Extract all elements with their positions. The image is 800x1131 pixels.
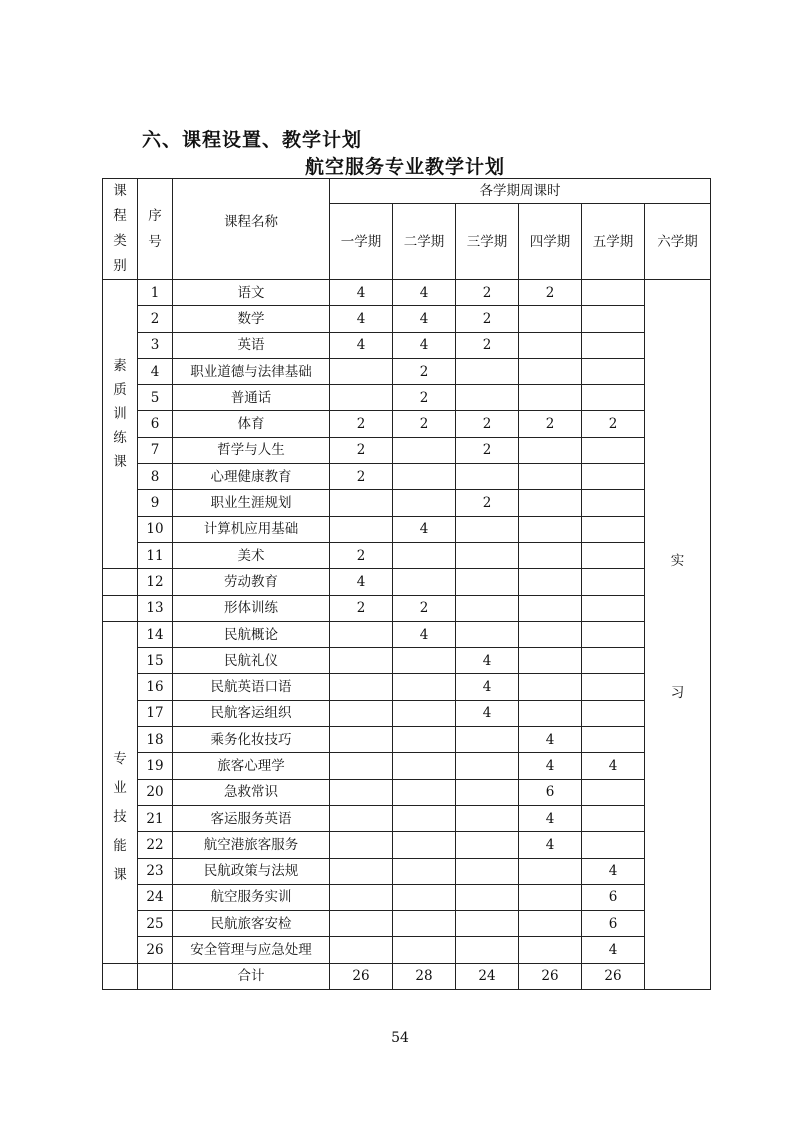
hours-cell: 4 [519, 753, 582, 779]
hours-cell [519, 306, 582, 332]
header-category: 课 程 类 别 [103, 179, 138, 280]
hours-cell [393, 674, 456, 700]
hours-cell [393, 437, 456, 463]
hours-cell [456, 385, 519, 411]
hours-cell: 4 [582, 937, 645, 963]
hours-cell [582, 437, 645, 463]
table-row [103, 569, 711, 595]
course-name: 航空服务实训 [173, 884, 330, 910]
hours-cell [330, 753, 393, 779]
course-number: 3 [138, 332, 173, 358]
hours-cell [330, 516, 393, 542]
hours-cell: 2 [456, 306, 519, 332]
total-label: 合计 [173, 963, 330, 989]
header-semester-group: 各学期周课时 [330, 179, 711, 204]
hours-cell [582, 805, 645, 831]
hours-cell [456, 621, 519, 647]
header-semester-6: 六学期 [645, 204, 711, 280]
course-name: 安全管理与应急处理 [173, 937, 330, 963]
hours-cell [456, 753, 519, 779]
hours-cell [519, 621, 582, 647]
course-number: 9 [138, 490, 173, 516]
hours-cell [393, 937, 456, 963]
total-number-empty [138, 963, 173, 989]
category-empty [103, 569, 138, 595]
hours-cell [582, 648, 645, 674]
hours-cell [330, 805, 393, 831]
hours-cell [393, 542, 456, 568]
table-row [103, 674, 711, 700]
table-row [103, 727, 711, 753]
header-semester-5: 五学期 [582, 204, 645, 280]
hours-cell [582, 358, 645, 384]
hours-cell [456, 464, 519, 490]
hours-cell [330, 911, 393, 937]
total-hours-cell: 26 [582, 963, 645, 989]
hours-cell [330, 490, 393, 516]
category-quality: 素 质 训 练 课 [103, 280, 138, 569]
hours-cell [456, 569, 519, 595]
hours-cell [330, 648, 393, 674]
hours-cell: 6 [582, 884, 645, 910]
hours-cell [456, 805, 519, 831]
course-number: 16 [138, 674, 173, 700]
hours-cell: 4 [582, 858, 645, 884]
course-name: 急救常识 [173, 779, 330, 805]
hours-cell [330, 937, 393, 963]
hours-cell [582, 621, 645, 647]
hours-cell: 2 [330, 464, 393, 490]
total-hours-cell: 28 [393, 963, 456, 989]
course-name: 客运服务英语 [173, 805, 330, 831]
table-row [103, 280, 711, 306]
hours-cell [582, 832, 645, 858]
hours-cell [393, 700, 456, 726]
hours-cell [519, 595, 582, 621]
table-row [103, 648, 711, 674]
hours-cell [456, 542, 519, 568]
hours-cell: 6 [519, 779, 582, 805]
table-body [103, 179, 711, 990]
course-name: 民航政策与法规 [173, 858, 330, 884]
hours-cell [456, 358, 519, 384]
course-name: 旅客心理学 [173, 753, 330, 779]
hours-cell [393, 884, 456, 910]
course-name: 计算机应用基础 [173, 516, 330, 542]
hours-cell [582, 385, 645, 411]
course-name: 民航客运组织 [173, 700, 330, 726]
hours-cell [519, 884, 582, 910]
hours-cell [582, 516, 645, 542]
hours-cell: 4 [330, 306, 393, 332]
hours-cell [456, 832, 519, 858]
hours-cell [330, 358, 393, 384]
course-number: 25 [138, 911, 173, 937]
category-empty [103, 595, 138, 621]
hours-cell [330, 385, 393, 411]
hours-cell [330, 779, 393, 805]
table-row [103, 753, 711, 779]
hours-cell [456, 884, 519, 910]
hours-cell [456, 516, 519, 542]
course-name: 民航旅客安检 [173, 911, 330, 937]
hours-cell [330, 858, 393, 884]
hours-cell [393, 727, 456, 753]
hours-cell [582, 779, 645, 805]
course-name: 心理健康教育 [173, 464, 330, 490]
total-hours-cell: 26 [519, 963, 582, 989]
course-name: 体育 [173, 411, 330, 437]
header-semester-3: 三学期 [456, 204, 519, 280]
hours-cell [582, 569, 645, 595]
table-row [103, 805, 711, 831]
hours-cell: 4 [393, 516, 456, 542]
hours-cell [330, 700, 393, 726]
course-number: 4 [138, 358, 173, 384]
course-name: 哲学与人生 [173, 437, 330, 463]
hours-cell: 2 [456, 411, 519, 437]
hours-cell: 2 [330, 595, 393, 621]
hours-cell [393, 464, 456, 490]
course-name: 数学 [173, 306, 330, 332]
hours-cell: 4 [330, 280, 393, 306]
teaching-plan-table [102, 178, 711, 990]
hours-cell [519, 700, 582, 726]
hours-cell: 2 [456, 332, 519, 358]
hours-cell [456, 911, 519, 937]
hours-cell [330, 884, 393, 910]
course-name: 民航英语口语 [173, 674, 330, 700]
hours-cell: 4 [519, 727, 582, 753]
internship-char-2: 习 [670, 685, 685, 701]
hours-cell: 4 [330, 569, 393, 595]
hours-cell: 4 [393, 332, 456, 358]
course-name: 民航礼仪 [173, 648, 330, 674]
hours-cell [582, 306, 645, 332]
category-professional: 专 业 技 能 课 [103, 621, 138, 963]
course-name: 乘务化妆技巧 [173, 727, 330, 753]
hours-cell [582, 464, 645, 490]
hours-cell: 2 [456, 280, 519, 306]
table-row [103, 385, 711, 411]
table-row [103, 516, 711, 542]
hours-cell [519, 437, 582, 463]
table-row [103, 937, 711, 963]
table-row [103, 358, 711, 384]
total-row [103, 963, 711, 989]
hours-cell: 4 [456, 700, 519, 726]
hours-cell [582, 542, 645, 568]
hours-cell [519, 385, 582, 411]
hours-cell [582, 727, 645, 753]
course-name: 语文 [173, 280, 330, 306]
course-number: 7 [138, 437, 173, 463]
hours-cell [582, 332, 645, 358]
course-number: 14 [138, 621, 173, 647]
course-name: 美术 [173, 542, 330, 568]
hours-cell [393, 779, 456, 805]
course-number: 15 [138, 648, 173, 674]
hours-cell: 2 [330, 542, 393, 568]
hours-cell: 2 [456, 490, 519, 516]
header-semester-1: 一学期 [330, 204, 393, 280]
hours-cell [456, 595, 519, 621]
hours-cell: 2 [393, 385, 456, 411]
course-number: 1 [138, 280, 173, 306]
hours-cell: 4 [393, 621, 456, 647]
hours-cell [393, 569, 456, 595]
course-number: 23 [138, 858, 173, 884]
course-name: 英语 [173, 332, 330, 358]
course-number: 11 [138, 542, 173, 568]
table-row [103, 437, 711, 463]
hours-cell: 4 [330, 332, 393, 358]
table-row [103, 884, 711, 910]
hours-cell [519, 937, 582, 963]
course-number: 24 [138, 884, 173, 910]
hours-cell [330, 674, 393, 700]
hours-cell [393, 648, 456, 674]
hours-cell [393, 805, 456, 831]
hours-cell [582, 595, 645, 621]
hours-cell: 4 [582, 753, 645, 779]
table-row [103, 700, 711, 726]
course-name: 形体训练 [173, 595, 330, 621]
hours-cell [519, 542, 582, 568]
hours-cell [519, 674, 582, 700]
course-number: 22 [138, 832, 173, 858]
hours-cell [519, 569, 582, 595]
hours-cell [519, 516, 582, 542]
page-number: 54 [391, 1030, 409, 1046]
course-number: 10 [138, 516, 173, 542]
hours-cell [330, 621, 393, 647]
course-name: 普通话 [173, 385, 330, 411]
course-name: 民航概论 [173, 621, 330, 647]
header-number: 序 号 [138, 179, 173, 280]
hours-cell [519, 332, 582, 358]
header-semester-4: 四学期 [519, 204, 582, 280]
table-row [103, 858, 711, 884]
hours-cell [393, 858, 456, 884]
hours-cell [519, 648, 582, 674]
course-number: 17 [138, 700, 173, 726]
course-number: 6 [138, 411, 173, 437]
hours-cell [393, 911, 456, 937]
internship-char-1: 实 [670, 553, 685, 569]
hours-cell: 2 [393, 411, 456, 437]
hours-cell: 4 [519, 832, 582, 858]
hours-cell: 2 [330, 411, 393, 437]
hours-cell: 4 [519, 805, 582, 831]
table-row [103, 490, 711, 516]
table-row [103, 542, 711, 568]
course-number: 21 [138, 805, 173, 831]
hours-cell: 2 [582, 411, 645, 437]
course-name: 航空港旅客服务 [173, 832, 330, 858]
hours-cell [519, 911, 582, 937]
hours-cell [393, 753, 456, 779]
hours-cell [330, 727, 393, 753]
course-number: 20 [138, 779, 173, 805]
hours-cell: 6 [582, 911, 645, 937]
table-row [103, 911, 711, 937]
course-number: 18 [138, 727, 173, 753]
hours-cell: 2 [519, 411, 582, 437]
table-row [103, 779, 711, 805]
hours-cell: 2 [519, 280, 582, 306]
hours-cell [582, 280, 645, 306]
hours-cell: 4 [393, 280, 456, 306]
hours-cell: 4 [456, 648, 519, 674]
hours-cell: 4 [456, 674, 519, 700]
course-number: 5 [138, 385, 173, 411]
internship-cell [645, 280, 711, 990]
course-number: 8 [138, 464, 173, 490]
hours-cell [519, 858, 582, 884]
total-category-empty [103, 963, 138, 989]
course-number: 12 [138, 569, 173, 595]
course-name: 职业生涯规划 [173, 490, 330, 516]
course-number: 2 [138, 306, 173, 332]
hours-cell [393, 490, 456, 516]
table-row [103, 832, 711, 858]
hours-cell [456, 937, 519, 963]
table-row [103, 306, 711, 332]
course-number: 13 [138, 595, 173, 621]
hours-cell: 2 [393, 595, 456, 621]
table-row [103, 595, 711, 621]
table-row [103, 332, 711, 358]
header-course-name: 课程名称 [173, 179, 330, 280]
hours-cell [582, 490, 645, 516]
total-hours-cell: 24 [456, 963, 519, 989]
header-semester-2: 二学期 [393, 204, 456, 280]
hours-cell: 2 [330, 437, 393, 463]
course-name: 劳动教育 [173, 569, 330, 595]
course-name: 职业道德与法律基础 [173, 358, 330, 384]
hours-cell [456, 727, 519, 753]
hours-cell [582, 674, 645, 700]
hours-cell [582, 700, 645, 726]
hours-cell [519, 464, 582, 490]
header-row-1 [103, 179, 711, 204]
hours-cell: 2 [393, 358, 456, 384]
course-number: 26 [138, 937, 173, 963]
table-row [103, 464, 711, 490]
table-row [103, 411, 711, 437]
hours-cell [456, 779, 519, 805]
hours-cell [393, 832, 456, 858]
hours-cell: 4 [393, 306, 456, 332]
hours-cell [519, 358, 582, 384]
hours-cell [330, 832, 393, 858]
hours-cell [519, 490, 582, 516]
hours-cell [456, 858, 519, 884]
hours-cell: 2 [456, 437, 519, 463]
table-row [103, 621, 711, 647]
course-number: 19 [138, 753, 173, 779]
total-hours-cell: 26 [330, 963, 393, 989]
table-title: 航空服务专业教学计划 [304, 156, 505, 178]
section-heading: 六、课程设置、教学计划 [142, 129, 363, 151]
